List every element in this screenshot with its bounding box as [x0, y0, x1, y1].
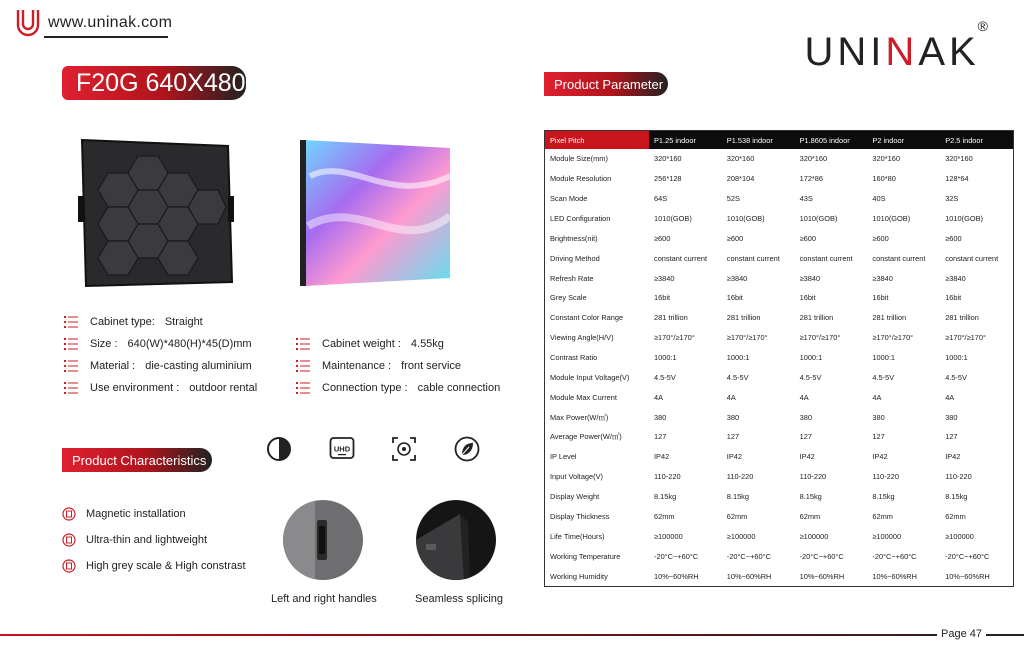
- brand-wordmark: [804, 17, 990, 75]
- contrast-icon: [266, 436, 292, 462]
- table-cell: 16bit: [654, 293, 671, 303]
- table-row-label: Viewing Angle(H/V): [550, 333, 614, 343]
- table-cell: 1010(GOB): [654, 214, 692, 223]
- table-cell: constant current: [726, 253, 780, 263]
- table-cell: 110-220: [654, 472, 681, 482]
- table-cell: 320*160: [872, 154, 900, 164]
- table-cell: ≥170°/≥170°: [799, 333, 841, 343]
- table-header-cell: P2 indoor: [872, 135, 905, 145]
- spec-label: Material :: [90, 360, 136, 372]
- table-cell: 10%~60%RH: [872, 571, 917, 581]
- table-row-label: Brightness(nit): [550, 233, 598, 243]
- table-cell: 4A: [945, 392, 955, 402]
- table-cell: ≥600: [872, 233, 889, 243]
- spec-label: Maintenance :: [322, 360, 392, 372]
- table-row: [545, 288, 1013, 308]
- table-cell: ≥100000: [872, 531, 902, 541]
- table-cell: 8.15kg: [654, 492, 677, 502]
- table-cell: 172*86: [799, 174, 824, 184]
- table-cell: 40S: [872, 194, 886, 204]
- table-cell: 1000:1: [654, 353, 677, 363]
- spec-label: Use environment :: [90, 382, 180, 394]
- table-cell: 4.5-5V: [945, 372, 967, 382]
- spec-label: Connection type :: [322, 382, 408, 394]
- table-cell: 1010(GOB): [799, 214, 838, 223]
- table-cell: 52S: [726, 194, 740, 204]
- table-cell: 4.5-5V: [872, 372, 895, 382]
- table-cell: ≥170°/≥170°: [945, 333, 986, 343]
- table-cell: 1010(GOB): [726, 214, 765, 223]
- table-cell: ≥100000: [726, 531, 756, 541]
- spec-value: outdoor rental: [189, 382, 258, 394]
- characteristic-text: Ultra-thin and lightweight: [86, 534, 208, 546]
- handle-detail-image: [283, 500, 363, 580]
- table-row-label: IP Level: [550, 452, 577, 462]
- spec-use-environment: [64, 382, 257, 394]
- parameter-table: [544, 130, 1014, 587]
- table-row-label: Constant Color Range: [550, 313, 624, 323]
- table-cell: -20°C~+60°C: [872, 551, 917, 561]
- uhd-icon-text: UHD: [333, 444, 351, 454]
- table-cell: 320*160: [654, 154, 682, 164]
- table-cell: 110-220: [726, 472, 754, 482]
- product-title: F20G 640X480: [62, 66, 246, 100]
- table-cell: 1010(GOB): [872, 214, 911, 223]
- table-cell: 127: [654, 432, 667, 442]
- spec-value: 640(W)*480(H)*45(D)mm: [127, 338, 252, 350]
- table-row-label: Driving Method: [550, 253, 600, 263]
- table-cell: 1000:1: [945, 353, 968, 363]
- footer-line: [0, 634, 1024, 636]
- table-row: [545, 248, 1013, 268]
- table-row: [545, 566, 1013, 586]
- table-row: [545, 209, 1013, 229]
- table-row-label: Module Resolution: [550, 174, 612, 184]
- table-cell: 110-220: [945, 472, 972, 482]
- brand-part-ak: AK: [918, 30, 980, 74]
- spec-label: Size :: [90, 338, 118, 350]
- table-cell: ≥100000: [945, 531, 974, 541]
- table-row-label: Display Thickness: [550, 511, 610, 521]
- table-cell: ≥100000: [654, 531, 683, 541]
- list-icon: [296, 338, 310, 350]
- handles-caption: Left and right handles: [271, 593, 377, 605]
- table-row-label: Refresh Rate: [550, 273, 594, 283]
- table-cell: constant current: [799, 253, 853, 263]
- table-row: [545, 506, 1013, 526]
- table-cell: ≥3840: [945, 273, 966, 283]
- cabinet-back-image: [78, 136, 236, 288]
- table-row-label: Input Voltage(V): [550, 472, 604, 482]
- table-row-label: Display Weight: [550, 492, 600, 502]
- table-cell: 320*160: [799, 154, 828, 164]
- table-row-label: LED Configuration: [550, 214, 611, 223]
- table-cell: IP42: [945, 452, 961, 462]
- table-cell: 1000:1: [726, 353, 750, 363]
- badge-icon: [62, 533, 76, 547]
- spec-maintenance: [296, 360, 461, 372]
- table-cell: ≥600: [799, 233, 816, 243]
- table-row-label: Module Input Voltage(V): [550, 372, 630, 382]
- table-cell: constant current: [945, 253, 999, 263]
- table-cell: 10%~60%RH: [799, 571, 845, 581]
- spec-label: Cabinet type:: [90, 316, 155, 328]
- table-cell: 43S: [799, 194, 813, 204]
- list-icon: [64, 338, 78, 350]
- table-cell: 1000:1: [799, 353, 823, 363]
- table-header-cell: P1.25 indoor: [654, 135, 696, 145]
- table-cell: 160*80: [872, 174, 896, 184]
- table-cell: 128*64: [945, 174, 969, 184]
- table-cell: ≥170°/≥170°: [654, 333, 695, 343]
- table-row: [545, 149, 1013, 169]
- table-row: [545, 169, 1013, 189]
- table-cell: 64S: [654, 194, 668, 204]
- site-url[interactable]: www.uninak.com: [48, 14, 173, 31]
- table-cell: constant current: [654, 253, 707, 263]
- table-row-label: Life Time(Hours): [550, 531, 605, 541]
- table-cell: IP42: [654, 452, 670, 462]
- spec-value: front service: [401, 360, 462, 372]
- table-row-label: Module Max Current: [550, 392, 617, 402]
- list-icon: [296, 360, 310, 372]
- table-cell: 62mm: [872, 511, 893, 521]
- table-cell: ≥170°/≥170°: [726, 333, 768, 343]
- splicing-detail-image: [416, 500, 496, 580]
- characteristic-text: Magnetic installation: [86, 508, 186, 520]
- brand-part-uni: UNI: [804, 30, 886, 74]
- spec-value: Straight: [164, 316, 203, 328]
- spec-value: cable connection: [417, 382, 501, 394]
- table-row: [545, 387, 1013, 407]
- table-cell: 256*128: [654, 174, 682, 184]
- table-row: [545, 546, 1013, 566]
- table-row: [545, 526, 1013, 546]
- badge-icon: [62, 559, 76, 573]
- table-cell: 62mm: [654, 511, 675, 521]
- table-body: [545, 149, 1013, 586]
- table-cell: 8.15kg: [799, 492, 822, 502]
- badge-icon: [62, 507, 76, 521]
- table-cell: 380: [872, 412, 885, 422]
- table-cell: 16bit: [799, 293, 816, 303]
- table-row: [545, 308, 1013, 328]
- table-cell: 380: [726, 412, 740, 422]
- spec-cabinet-type: [64, 316, 203, 328]
- table-cell: 281 trillion: [799, 313, 834, 323]
- table-cell: constant current: [872, 253, 926, 263]
- table-cell: 281 trillion: [654, 313, 688, 323]
- table-cell: 4A: [726, 392, 736, 402]
- table-row-label: Contrast Ratio: [550, 353, 598, 363]
- table-cell: 10%~60%RH: [654, 571, 699, 581]
- table-cell: 4A: [872, 392, 882, 402]
- table-cell: 62mm: [726, 511, 748, 521]
- table-row-label: Grey Scale: [550, 293, 587, 303]
- table-row: [545, 268, 1013, 288]
- brand-part-n: N: [885, 30, 919, 74]
- table-cell: 10%~60%RH: [945, 571, 990, 581]
- table-cell: 1000:1: [872, 353, 895, 363]
- table-cell: 4.5-5V: [799, 372, 822, 382]
- table-cell: 4A: [654, 392, 664, 402]
- table-header-cell: P1.538 indoor: [726, 135, 773, 145]
- table-cell: -20°C~+60°C: [945, 551, 990, 561]
- table-cell: IP42: [799, 452, 815, 462]
- table-header-cell: Pixel Pitch: [545, 131, 649, 149]
- list-icon: [64, 382, 78, 394]
- ultra-thin-icon: [391, 436, 417, 462]
- table-cell: 32S: [945, 194, 959, 204]
- table-cell: 62mm: [945, 511, 966, 521]
- list-icon: [64, 360, 78, 372]
- list-icon: [64, 316, 78, 328]
- table-cell: 380: [654, 412, 667, 422]
- table-cell: ≥600: [654, 233, 671, 243]
- site-url-underline: [44, 36, 168, 38]
- table-cell: ≥100000: [799, 531, 829, 541]
- table-cell: 10%~60%RH: [726, 571, 772, 581]
- table-cell: -20°C~+60°C: [726, 551, 771, 561]
- table-cell: ≥170°/≥170°: [872, 333, 914, 343]
- table-row-label: Working Temperature: [550, 551, 621, 561]
- table-cell: 16bit: [872, 293, 889, 303]
- table-cell: 8.15kg: [872, 492, 895, 502]
- registered-mark: ®: [977, 17, 988, 34]
- table-row: [545, 348, 1013, 368]
- table-row: [545, 427, 1013, 447]
- table-cell: -20°C~+60°C: [799, 551, 844, 561]
- table-cell: ≥600: [726, 233, 744, 243]
- table-cell: ≥600: [945, 233, 962, 243]
- table-cell: ≥3840: [872, 273, 893, 283]
- table-cell: ≥3840: [726, 273, 748, 283]
- page-number: Page 47: [937, 628, 986, 640]
- table-row: [545, 487, 1013, 507]
- table-row: [545, 407, 1013, 427]
- table-cell: 16bit: [945, 293, 962, 303]
- table-row: [545, 228, 1013, 248]
- characteristic-item: [62, 533, 207, 547]
- table-cell: 16bit: [726, 293, 743, 303]
- table-header-cell: P1.8605 indoor: [799, 135, 850, 145]
- spec-material: [64, 360, 252, 372]
- table-cell: 320*160: [726, 154, 755, 164]
- parameter-heading: Product Parameter: [544, 72, 668, 96]
- table-row: [545, 328, 1013, 348]
- characteristic-item: [62, 507, 186, 521]
- table-cell: 1010(GOB): [945, 214, 983, 223]
- cabinet-front-image: [300, 136, 454, 288]
- table-cell: 127: [799, 432, 812, 442]
- table-cell: 320*160: [945, 154, 973, 164]
- table-cell: 127: [945, 432, 958, 442]
- table-row-label: Working Humidity: [550, 571, 608, 581]
- table-cell: 62mm: [799, 511, 821, 521]
- table-row: [545, 189, 1013, 209]
- characteristics-heading: Product Characteristics: [62, 448, 212, 472]
- characteristic-text: High grey scale & High constrast: [86, 560, 246, 572]
- table-cell: 8.15kg: [726, 492, 749, 502]
- table-cell: 4A: [799, 392, 809, 402]
- list-icon: [296, 382, 310, 394]
- spec-size: [64, 338, 252, 350]
- characteristic-item: [62, 559, 246, 573]
- table-cell: IP42: [872, 452, 888, 462]
- uninak-u-logo: [14, 8, 42, 38]
- table-row-label: Module Size(mm): [550, 154, 608, 164]
- table-cell: ≥3840: [799, 273, 821, 283]
- table-cell: 8.15kg: [945, 492, 968, 502]
- table-cell: 4.5-5V: [654, 372, 676, 382]
- splicing-caption: Seamless splicing: [415, 593, 504, 605]
- spec-connection-type: [296, 382, 500, 394]
- table-row: [545, 367, 1013, 387]
- table-cell: 4.5-5V: [726, 372, 749, 382]
- table-row-label: Max Power(W/㎡): [550, 412, 609, 422]
- table-cell: ≥3840: [654, 273, 675, 283]
- spec-value: die-casting aluminium: [145, 360, 252, 372]
- table-cell: -20°C~+60°C: [654, 551, 699, 561]
- table-cell: 281 trillion: [945, 313, 979, 323]
- table-cell: 281 trillion: [872, 313, 907, 323]
- spec-label: Cabinet weight :: [322, 338, 401, 350]
- table-cell: IP42: [726, 452, 743, 462]
- uhd-icon: [329, 436, 355, 462]
- table-cell: 380: [799, 412, 812, 422]
- table-cell: 110-220: [872, 472, 899, 482]
- table-row-label: Scan Mode: [550, 194, 588, 204]
- table-cell: 208*104: [726, 174, 755, 184]
- table-row: [545, 447, 1013, 467]
- table-cell: 127: [872, 432, 885, 442]
- table-cell: 127: [726, 432, 740, 442]
- table-header-cell: P2.5 indoor: [945, 135, 983, 145]
- table-cell: 380: [945, 412, 958, 422]
- table-header-row: [545, 131, 1013, 149]
- table-cell: 110-220: [799, 472, 827, 482]
- spec-value: 4.55kg: [410, 338, 444, 350]
- table-row-label: Average Power(W/㎡): [550, 432, 622, 442]
- spec-cabinet-weight: [296, 338, 444, 350]
- table-cell: 281 trillion: [726, 313, 761, 323]
- table-row: [545, 467, 1013, 487]
- eco-leaf-icon: [454, 436, 480, 462]
